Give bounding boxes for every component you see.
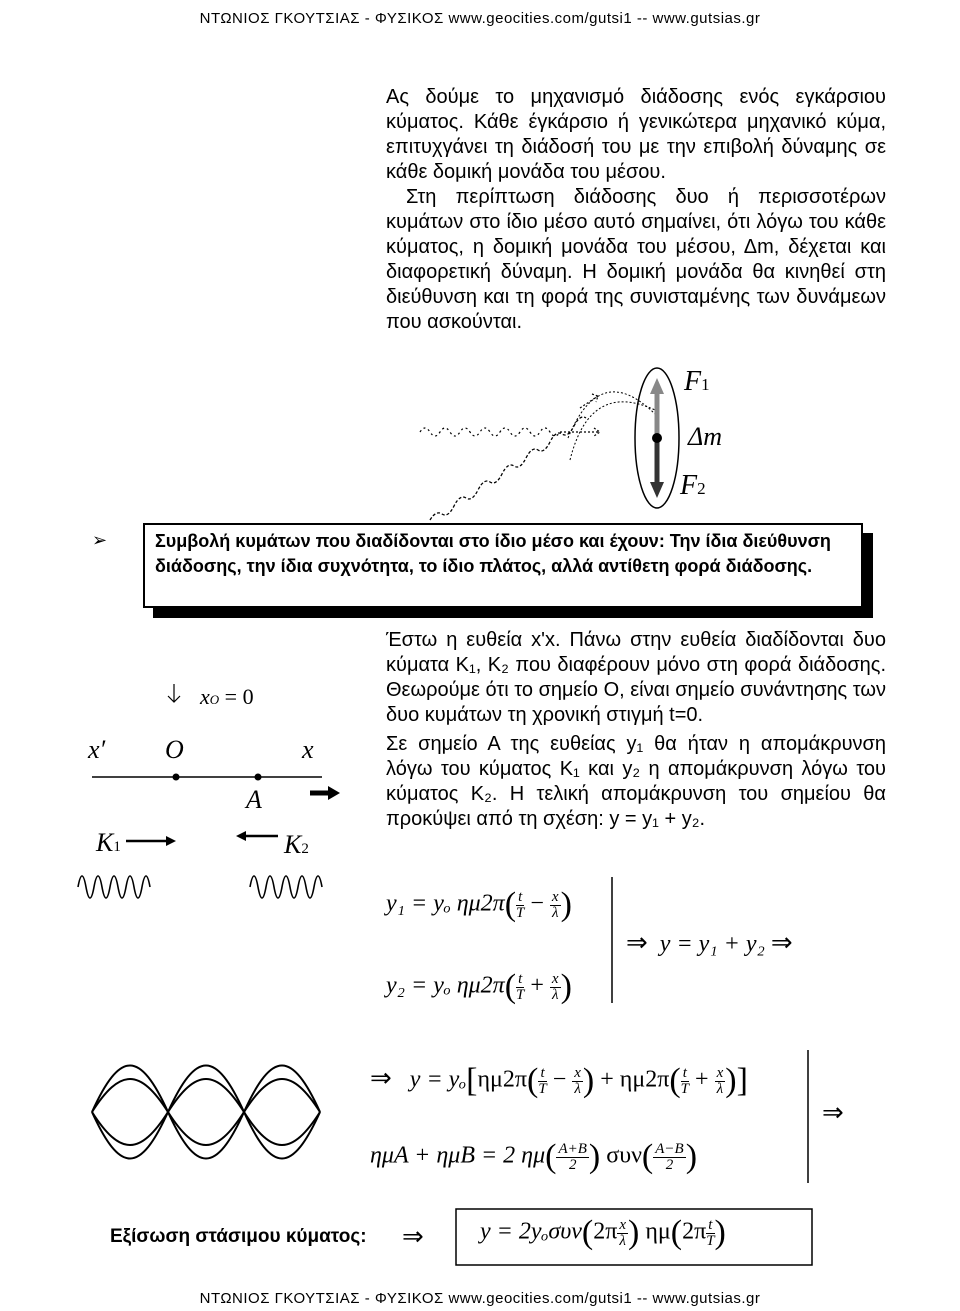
intro-paragraph-2: Στη περίπτωση διάδοσης δυο ή περισσοτέρων κυμάτων στο ίδιο μέσο αυτό σημαίνει, ότι λόγω του κάθε κύματος, η δομική μονάδα του μέσου, Δm, δέχεται και διαφορετική δύναμη. Η δομική μονάδα θα κινηθεί στη διεύθυνση και τη φορά της συνισταμένης των δυνάμεων που ασκούνται.: [386, 186, 886, 333]
note-box: Συμβολή κυμάτων που διαδίδονται στο ίδιο μέσο και έχουν: Την ίδια διεύθυνση διάδοσης, την ίδια συχνότητα, το ίδιο πλάτος, αλλά αντίθετη φορά διάδοσης.: [143, 523, 863, 608]
small-down-arrow: [168, 684, 180, 702]
combined-implies: ⇒: [822, 1098, 844, 1128]
final-label: Εξίσωση στάσιμου κύματος:: [110, 1226, 367, 1247]
diagonal-wave: [430, 417, 586, 520]
standing-wave: [92, 1066, 320, 1159]
combined-equation: ⇒ y = yₒ[ημ2π( $\frac{t}{T}$ − $\frac{x}{\lambda}$ ) + ημ2π( $\frac{t}{T}$ + $\frac{x}{\lambda}$ )]: [370, 1062, 748, 1099]
k2-label: K2: [284, 830, 309, 859]
f2-label: F2: [680, 470, 706, 501]
wave-k2: [250, 876, 322, 898]
connector-curve: [570, 402, 655, 460]
sum-equation: ⇒ y = y₁ + y₂ ⇒: [626, 928, 793, 958]
horizontal-wave: [420, 428, 560, 436]
connector-curve-2: [568, 392, 655, 438]
final-equation: y = 2yₒσυν(2π $\frac{x}{\lambda}$ ) ημ(2π $\frac{t}{T}$ ): [480, 1214, 726, 1251]
f1-label: F1: [684, 366, 710, 397]
final-implies: ⇒: [402, 1222, 424, 1252]
xo-label: xO = 0: [200, 684, 254, 709]
body-paragraph-2: Σε σημείο Α της ευθείας y₁ θα ήταν η απομάκρυνση λόγω του κύματος Κ₁ και y₂ η απομάκρυνση λόγω του κύματος Κ₂. Η τελική απομάκρυνση του σημείου θα προκύψει από τη σχέση: y = y₁ + y₂.: [386, 733, 886, 830]
wave-k1: [78, 876, 150, 898]
f1-arrow: [650, 378, 664, 394]
origin-label: O: [165, 735, 184, 764]
dm-label: Δm: [688, 422, 723, 451]
page-header: ΝΤΩΝΙΟΣ ΓΚΟΥΤΣΙΑΣ - ΦΥΣΙΚΟΣ www.geocities.com/gutsi1 -- www.gutsias.gr: [199, 10, 761, 27]
equation-y2: y₂ = yₒ ημ2π( $\frac{t}{T}$ + $\frac{x}{\lambda}$ ): [386, 968, 572, 1005]
intro-paragraph-1: Ας δούμε το μηχανισμό διάδοσης ενός εγκάρσιου κύματος. Κάθε έγκάρσιο ή γενικώτερα μηχανικό κύμα, επιτυχγάνει τη διάδοσή του με την επιβολή δύναμης σε κάθε δομική μονάδα του μέσου.: [386, 86, 886, 183]
f2-arrow: [650, 482, 664, 498]
point-a-label: A: [246, 785, 262, 814]
k1-label: K1: [96, 828, 121, 857]
page-footer: ΝΤΩΝΙΟΣ ΓΚΟΥΤΣΙΑΣ - ΦΥΣΙΚΟΣ www.geocities.com/gutsi1 -- www.gutsias.gr: [199, 1290, 761, 1307]
point-a-dot: [255, 774, 262, 781]
identity-equation: ημA + ημB = 2 ημ( $\frac{A+B}{2}$ ) συν( $\frac{A-B}{2}$ ): [370, 1138, 698, 1175]
diagonal-arrow: [580, 394, 598, 408]
body-paragraph-1: Έστω η ευθεία x'x. Πάνω στην ευθεία διαδίδονται δυο κύματα Κ₁, Κ₂ που διαφέρουν μόνο στη φορά διάδοσης. Θεωρούμε ότι το σημείο Ο, είναι σημείο συνάντησης των δυο κυμάτων τη χρονική στιγμή t=0.: [386, 629, 886, 726]
equation-y1: y₁ = yₒ ημ2π( $\frac{t}{T}$ − $\frac{x}{\lambda}$ ): [386, 886, 572, 923]
element-dot: [652, 433, 662, 443]
x-label: x: [302, 735, 314, 764]
origin-dot: [173, 774, 180, 781]
note-bullet: ➢: [92, 530, 108, 550]
x-prime-label: x′: [88, 735, 106, 764]
